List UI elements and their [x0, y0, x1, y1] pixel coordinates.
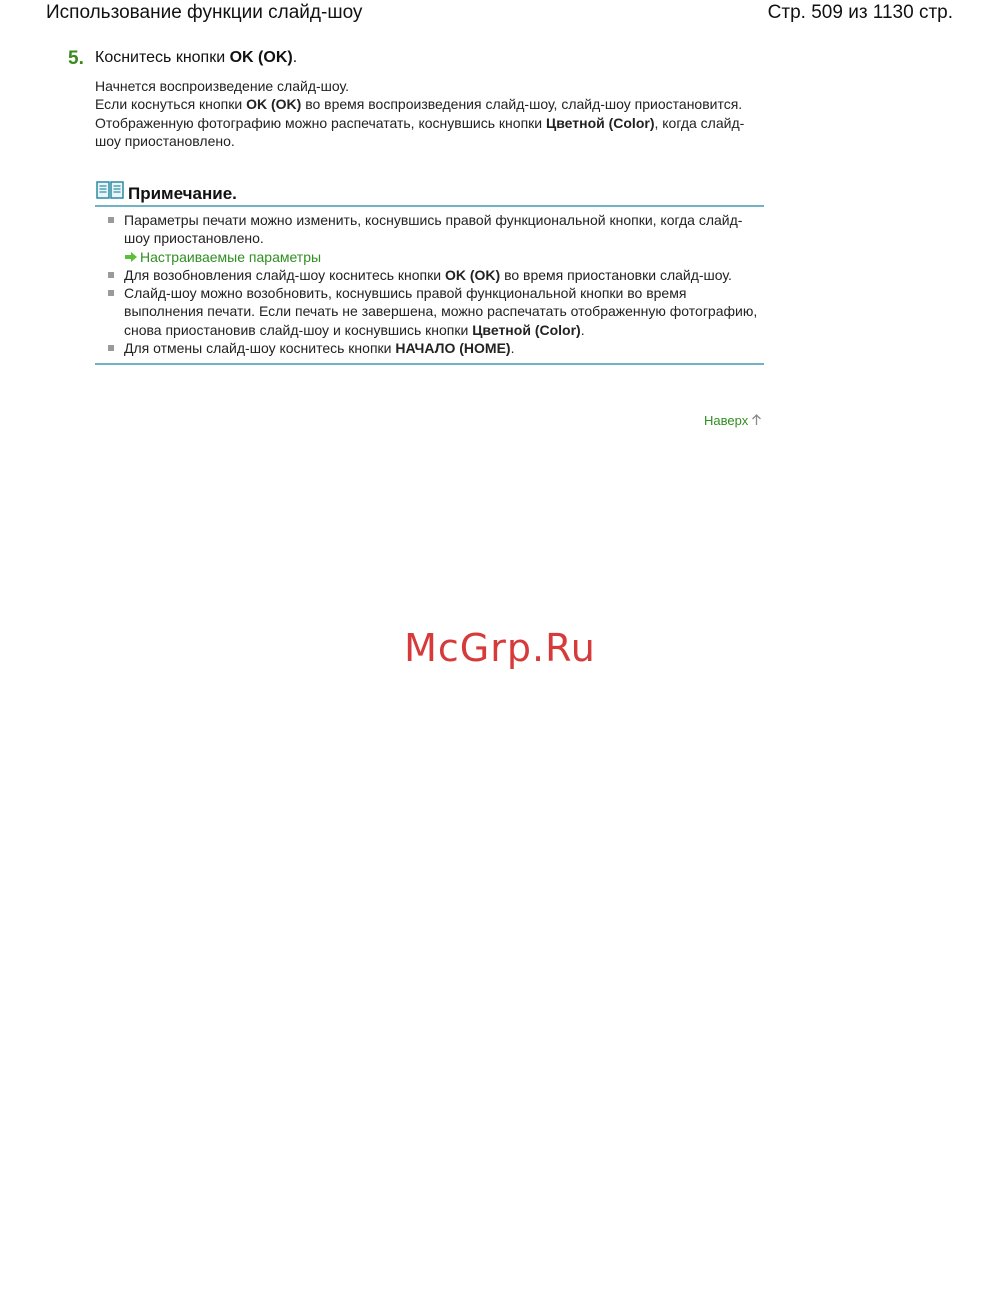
note-list [95, 207, 764, 365]
description-line-3 [95, 114, 765, 151]
note-item-text: Слайд-шоу можно возобновить, коснувшись правой функциональной кнопки во время выполнения печати. Если печать не завершена, можно распечатать отображенную фотографию, снова приостановив слайд-шоу и коснувшись кнопки [124, 285, 758, 338]
back-to-top-label: Наверх [704, 413, 749, 428]
button-name: Цветной (Color) [472, 321, 581, 338]
step-heading [95, 49, 297, 67]
note-item [95, 284, 764, 339]
book-icon [96, 180, 124, 200]
page-counter: Стр. 509 из 1130 стр. [767, 2, 953, 23]
arrow-right-icon [124, 251, 138, 263]
button-name: OK (OK) [444, 266, 501, 283]
watermark-logo: McGrp.Ru [404, 626, 596, 670]
note-item-text: . [510, 340, 515, 357]
description-text: Если коснуться кнопки [95, 96, 247, 113]
link-label: Настраиваемые параметры [140, 248, 322, 265]
note-header [95, 179, 764, 207]
description-line-1: Начнется воспроизведение слайд-шоу. [95, 78, 350, 94]
note-title: Примечание. [128, 184, 237, 203]
step-button-name: OK (OK) [229, 49, 293, 66]
note-item-text: во время приостановки слайд-шоу. [500, 266, 732, 283]
note-item-text: . [580, 321, 585, 338]
note-item-text: Для возобновления слайд-шоу коснитесь кнопки [124, 266, 445, 283]
description-line-2 [95, 95, 765, 113]
step-heading-end: . [292, 49, 298, 66]
bullet-icon [108, 290, 114, 296]
note-box [95, 179, 764, 365]
bullet-icon [108, 272, 114, 278]
step-number: 5. [68, 48, 84, 69]
note-item-text: Параметры печати можно изменить, коснувшись правой функциональной кнопки, когда слайд-шоу приостановлено. [124, 212, 743, 247]
bullet-icon [108, 345, 114, 351]
button-name: OK (OK) [246, 96, 302, 113]
arrow-up-icon [751, 414, 762, 426]
step-description [95, 77, 765, 150]
description-text: , когда слайд-шоу приостановлено. [95, 114, 745, 149]
button-name: НАЧАЛО (HOME) [395, 340, 511, 357]
note-item-text: Для отмены слайд-шоу коснитесь кнопки [124, 340, 396, 357]
note-item [95, 211, 764, 266]
custom-settings-link[interactable] [124, 248, 764, 266]
note-item [95, 339, 764, 357]
step-heading-text: Коснитесь кнопки [95, 49, 230, 66]
page-header [0, 0, 1000, 30]
description-text: Отображенную фотографию можно распечатать, коснувшись кнопки [95, 114, 546, 131]
note-item [95, 266, 764, 284]
bullet-icon [108, 217, 114, 223]
description-text: во время воспроизведения слайд-шоу, слайд-шоу приостановится. [301, 96, 743, 113]
document-title: Использование функции слайд-шоу [46, 2, 363, 23]
back-to-top-link[interactable] [704, 413, 762, 428]
button-name: Цветной (Color) [546, 114, 655, 131]
